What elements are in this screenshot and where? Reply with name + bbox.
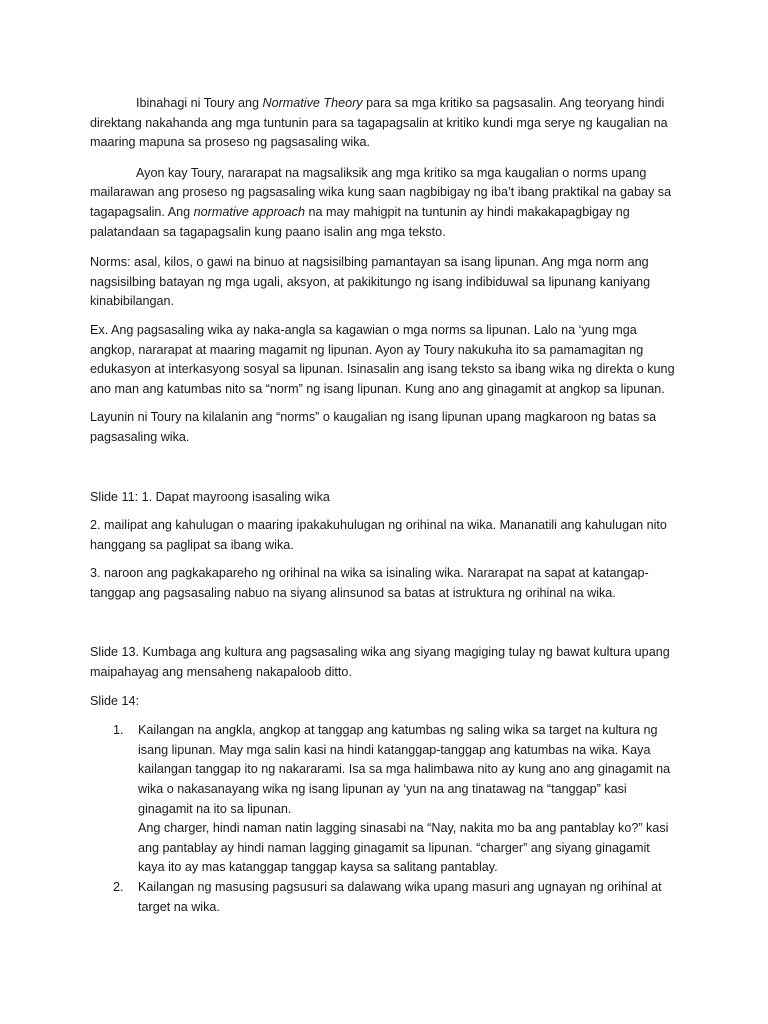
paragraph-ayon-kay-toury: Ayon kay Toury, nararapat na magsaliksik ang mga kritiko sa mga kaugalian o norms upang mailarawan ang proseso ng pagsasaling wika kung saan nagbibigay ng iba’t ibang praktikal na gabay sa tagapagsalin. Ang normative approach na may mahigpit na tuntunin ay hindi makakapagbigay ng palatandaan sa tagapagsalin kung paano isalin ang mga teksto.: [90, 165, 672, 239]
paragraph-slide-11-point-2: 2. mailipat ang kahulugan o maaring ipakakuhulugan ng orihinal na wika. Mananatili ang kahulugan nito hanggang sa paglipat sa ibang wika.: [90, 518, 667, 552]
list-item-subtext: Ang charger, hindi naman natin lagging sinasabi na “Nay, nakita mo ba ang pantablay ko?” kasi ang pantablay ay hindi naman lagging ginagamit sa lipunan. “charger” ang siyang ginagamit kaya ito ay mas katanggap tanggap kaysa sa salitang pantablay.: [138, 821, 669, 875]
list-item-number: 2.: [113, 880, 124, 894]
slide-14-list: [90, 721, 678, 917]
list-item: [90, 878, 678, 917]
paragraph-layunin: Layunin ni Toury na kilalanin ang “norms” o kaugalian ng isang lipunan upang magkaroon ng batas sa pagsasaling wika.: [90, 410, 657, 444]
list-item: [90, 721, 678, 878]
list-item-text: Kailangan na angkla, angkop at tanggap ang katumbas ng saling wika sa target na kultura ng isang lipunan. May mga salin kasi na hindi katanggap-tanggap ang katumbas na wika. Kaya kailangan tanggap ito ng nakararami. Isa sa mga halimbawa nito ay kung ano ang ginagamit na wika o nakasanayang wika ng isang lipunan ay ‘yun na ang tinatawag na “tanggap” kasi ginagamit na ito sa lipunan.: [138, 723, 671, 816]
list-item-text: Kailangan ng masusing pagsusuri sa dalawang wika upang masuri ang ugnayan ng orihinal at target na wika.: [138, 880, 662, 914]
paragraph-example: Ex. Ang pagsasaling wika ay naka-angla sa kagawian o mga norms sa lipunan. Lalo na ‘yung mga angkop, nararapat at maaring magamit ng lipunan. Ayon ay Toury nakukuha ito sa pamamagitan ng edukasyon at interkasyong sosyal sa lipunan. Isinasalin ang isang teksto sa ibang wika ng direkta o kung ano man ang katumbas nito sa “norm” ng isang lipunan. Kung ano ang ginagamit at angkop sa lipunan.: [90, 322, 675, 396]
emphasis-normative-approach: normative approach: [193, 204, 305, 219]
paragraph-norms-definition: Norms: asal, kilos, o gawi na binuo at nagsisilbing pamantayan sa isang lipunan. Ang mga norm ang nagsisilbing batayan ng mga ugali, aksyon, at pakikitungo ng isang indibiduwal sa lipunang kaniyang kinabibilangan.: [90, 255, 651, 309]
list-item-number: 1.: [113, 723, 124, 738]
paragraph-slide-13: Slide 13. Kumbaga ang kultura ang pagsasaling wika ang siyang magiging tulay ng bawat kultura upang maipahayag ang mensaheng nakapaloob ditto.: [90, 645, 670, 680]
paragraph-slide-11-point-3: 3. naroon ang pagkakapareho ng orihinal na wika sa isinaling wika. Nararapat na sapat at katangap-tanggap ang pagsasaling nabuo na siyang alinsunod sa batas at istruktura ng orihinal na wika.: [90, 566, 649, 600]
paragraph-slide-11: Slide 11: 1. Dapat mayroong isasaling wika: [90, 489, 330, 504]
paragraph-normative-theory: Ibinahagi ni Toury ang Normative Theory para sa mga kritiko sa pagsasalin. Ang teoryang hindi direktang nakahanda ang mga tuntunin para sa tagapagsalin at kritiko kundi mga serye ng kaugalian na maaring mapuna sa proseso ng pagsasaling wika.: [90, 96, 668, 150]
paragraph-slide-14-heading: Slide 14:: [90, 693, 140, 708]
emphasis-normative-theory: Normative Theory: [262, 96, 363, 110]
